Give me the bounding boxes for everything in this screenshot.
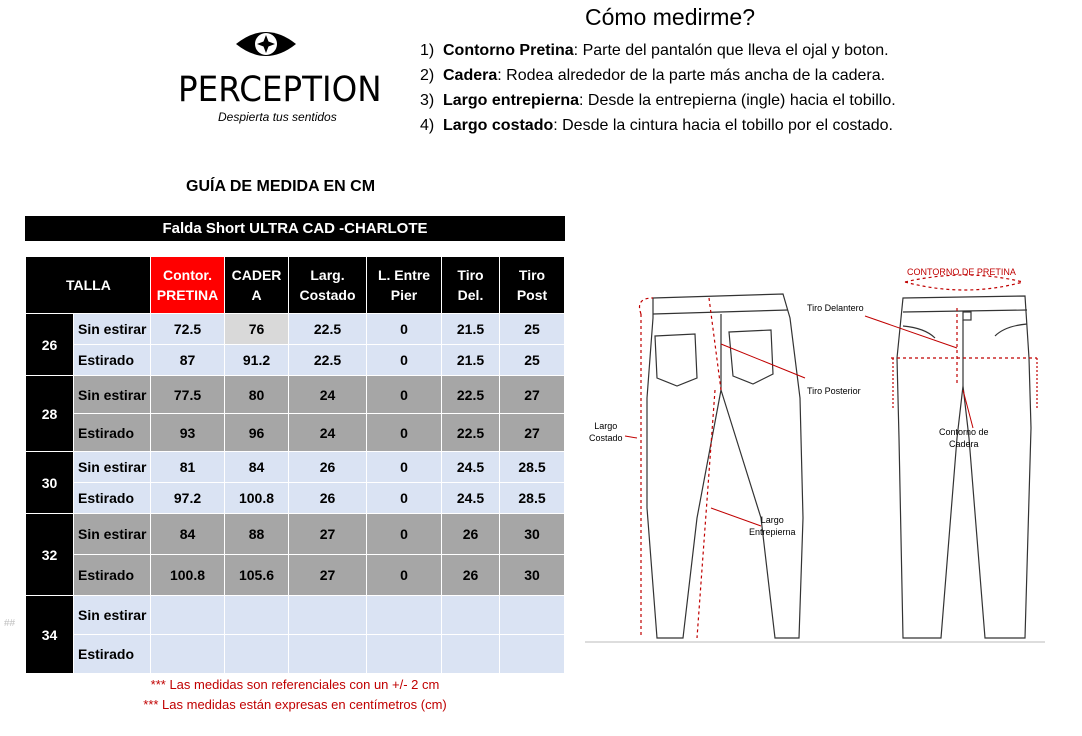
value-cell: 21.5 xyxy=(442,345,500,376)
value-cell xyxy=(500,596,565,635)
value-cell: 28.5 xyxy=(500,483,565,514)
value-cell: 80 xyxy=(225,376,289,414)
label-contorno-cadera: Contorno de Cadera xyxy=(939,427,989,449)
row-label: Estirado xyxy=(74,483,151,514)
value-cell: 105.6 xyxy=(225,555,289,596)
pointer-lines xyxy=(625,316,973,526)
value-cell: 0 xyxy=(367,314,442,345)
value-cell: 22.5 xyxy=(442,376,500,414)
value-cell: 24.5 xyxy=(442,483,500,514)
howto-item: 4) Largo costado: Desde la cintura hacia el tobillo por el costado. xyxy=(420,117,893,134)
label-tiro-delantero: Tiro Delantero xyxy=(807,303,864,313)
jeans-illustration xyxy=(585,258,1045,648)
label-contorno-pretina: CONTORNO DE PRETINA xyxy=(907,267,1016,277)
size-cell: 34 xyxy=(26,596,74,674)
value-cell: 27 xyxy=(289,514,367,555)
brand-tagline: Despierta tus sentidos xyxy=(218,110,337,124)
table-header-row xyxy=(26,257,565,314)
value-cell: 0 xyxy=(367,414,442,452)
row-label: Sin estirar xyxy=(74,596,151,635)
value-cell xyxy=(289,635,367,674)
value-cell: 81 xyxy=(151,452,225,483)
header-talla: TALLA xyxy=(26,257,151,314)
value-cell: 22.5 xyxy=(442,414,500,452)
row-label: Estirado xyxy=(74,555,151,596)
label-largo-entrepierna: Largo Entrepierna xyxy=(749,515,796,537)
value-cell: 91.2 xyxy=(225,345,289,376)
value-cell: 0 xyxy=(367,483,442,514)
value-cell: 26 xyxy=(289,452,367,483)
value-cell: 28.5 xyxy=(500,452,565,483)
size-cell: 28 xyxy=(26,376,74,452)
row-label: Sin estirar xyxy=(74,376,151,414)
value-cell: 27 xyxy=(289,555,367,596)
value-cell xyxy=(225,635,289,674)
value-cell: 97.2 xyxy=(151,483,225,514)
howto-item: 1) Contorno Pretina: Parte del pantalón que lleva el ojal y boton. xyxy=(420,42,889,59)
value-cell xyxy=(151,635,225,674)
note-units: *** Las medidas están expresas en centímetros (cm) xyxy=(143,697,447,712)
howto-item: 3) Largo entrepierna: Desde la entrepierna (ingle) hacia el tobillo. xyxy=(420,92,896,109)
value-cell: 100.8 xyxy=(225,483,289,514)
value-cell: 22.5 xyxy=(289,345,367,376)
size-cell: 30 xyxy=(26,452,74,514)
value-cell: 76 xyxy=(225,314,289,345)
howto-list xyxy=(420,38,896,138)
value-cell xyxy=(367,596,442,635)
howto-title: Cómo medirme? xyxy=(585,4,755,30)
value-cell: 24 xyxy=(289,414,367,452)
label-largo-costado: Largo Costado xyxy=(589,421,623,443)
table-row xyxy=(26,514,565,555)
value-cell: 30 xyxy=(500,555,565,596)
header-tiro-delantero: Tiro Del. xyxy=(442,257,500,314)
value-cell: 87 xyxy=(151,345,225,376)
value-cell: 77.5 xyxy=(151,376,225,414)
value-cell: 93 xyxy=(151,414,225,452)
table-row xyxy=(26,314,565,345)
measurement-diagram xyxy=(585,258,1045,648)
value-cell: 22.5 xyxy=(289,314,367,345)
value-cell: 26 xyxy=(442,555,500,596)
value-cell xyxy=(442,596,500,635)
eye-logo-icon xyxy=(234,26,298,62)
value-cell: 0 xyxy=(367,555,442,596)
value-cell: 84 xyxy=(225,452,289,483)
header-largo-costado: Larg. Costado xyxy=(289,257,367,314)
value-cell: 0 xyxy=(367,514,442,555)
header-contorno-pretina: Contor. PRETINA xyxy=(151,257,225,314)
row-label: Sin estirar xyxy=(74,514,151,555)
header-largo-entrepierna: L. Entre Pier xyxy=(367,257,442,314)
value-cell: 24.5 xyxy=(442,452,500,483)
value-cell: 26 xyxy=(442,514,500,555)
value-cell: 96 xyxy=(225,414,289,452)
value-cell xyxy=(442,635,500,674)
table-row xyxy=(26,555,565,596)
row-label: Sin estirar xyxy=(74,314,151,345)
value-cell: 30 xyxy=(500,514,565,555)
row-label: Sin estirar xyxy=(74,452,151,483)
value-cell: 0 xyxy=(367,345,442,376)
row-label: Estirado xyxy=(74,635,151,674)
value-cell: 27 xyxy=(500,376,565,414)
table-row xyxy=(26,345,565,376)
table-row xyxy=(26,635,565,674)
brand-name: PERCEPTION xyxy=(178,70,382,110)
value-cell xyxy=(225,596,289,635)
table-row xyxy=(26,376,565,414)
note-tolerance: *** Las medidas son referenciales con un +/- 2 cm xyxy=(150,677,440,692)
label-tiro-posterior: Tiro Posterior xyxy=(807,386,861,396)
value-cell xyxy=(500,635,565,674)
value-cell: 0 xyxy=(367,452,442,483)
value-cell xyxy=(367,635,442,674)
value-cell: 88 xyxy=(225,514,289,555)
value-cell: 84 xyxy=(151,514,225,555)
jeans-front-icon xyxy=(897,296,1031,638)
header-cadera: CADER A xyxy=(225,257,289,314)
table-row xyxy=(26,596,565,635)
value-cell: 25 xyxy=(500,314,565,345)
howto-item: 2) Cadera: Rodea alrededor de la parte más ancha de la cadera. xyxy=(420,67,886,84)
value-cell: 21.5 xyxy=(442,314,500,345)
table-row xyxy=(26,452,565,483)
value-cell: 72.5 xyxy=(151,314,225,345)
table-row xyxy=(26,414,565,452)
value-cell: 26 xyxy=(289,483,367,514)
size-table xyxy=(25,256,565,674)
measure-lines xyxy=(640,275,1038,638)
guide-title: GUÍA DE MEDIDA EN CM xyxy=(186,178,376,195)
table-row xyxy=(26,483,565,514)
size-cell: 26 xyxy=(26,314,74,376)
row-label: Estirado xyxy=(74,414,151,452)
header-tiro-posterior: Tiro Post xyxy=(500,257,565,314)
brand-logo xyxy=(178,22,382,132)
corner-mark: ## xyxy=(4,618,16,629)
value-cell: 27 xyxy=(500,414,565,452)
value-cell xyxy=(151,596,225,635)
size-cell: 32 xyxy=(26,514,74,596)
value-cell: 24 xyxy=(289,376,367,414)
value-cell: 0 xyxy=(367,376,442,414)
row-label: Estirado xyxy=(74,345,151,376)
value-cell: 100.8 xyxy=(151,555,225,596)
value-cell: 25 xyxy=(500,345,565,376)
value-cell xyxy=(289,596,367,635)
product-title: Falda Short ULTRA CAD -CHARLOTE xyxy=(25,216,565,241)
